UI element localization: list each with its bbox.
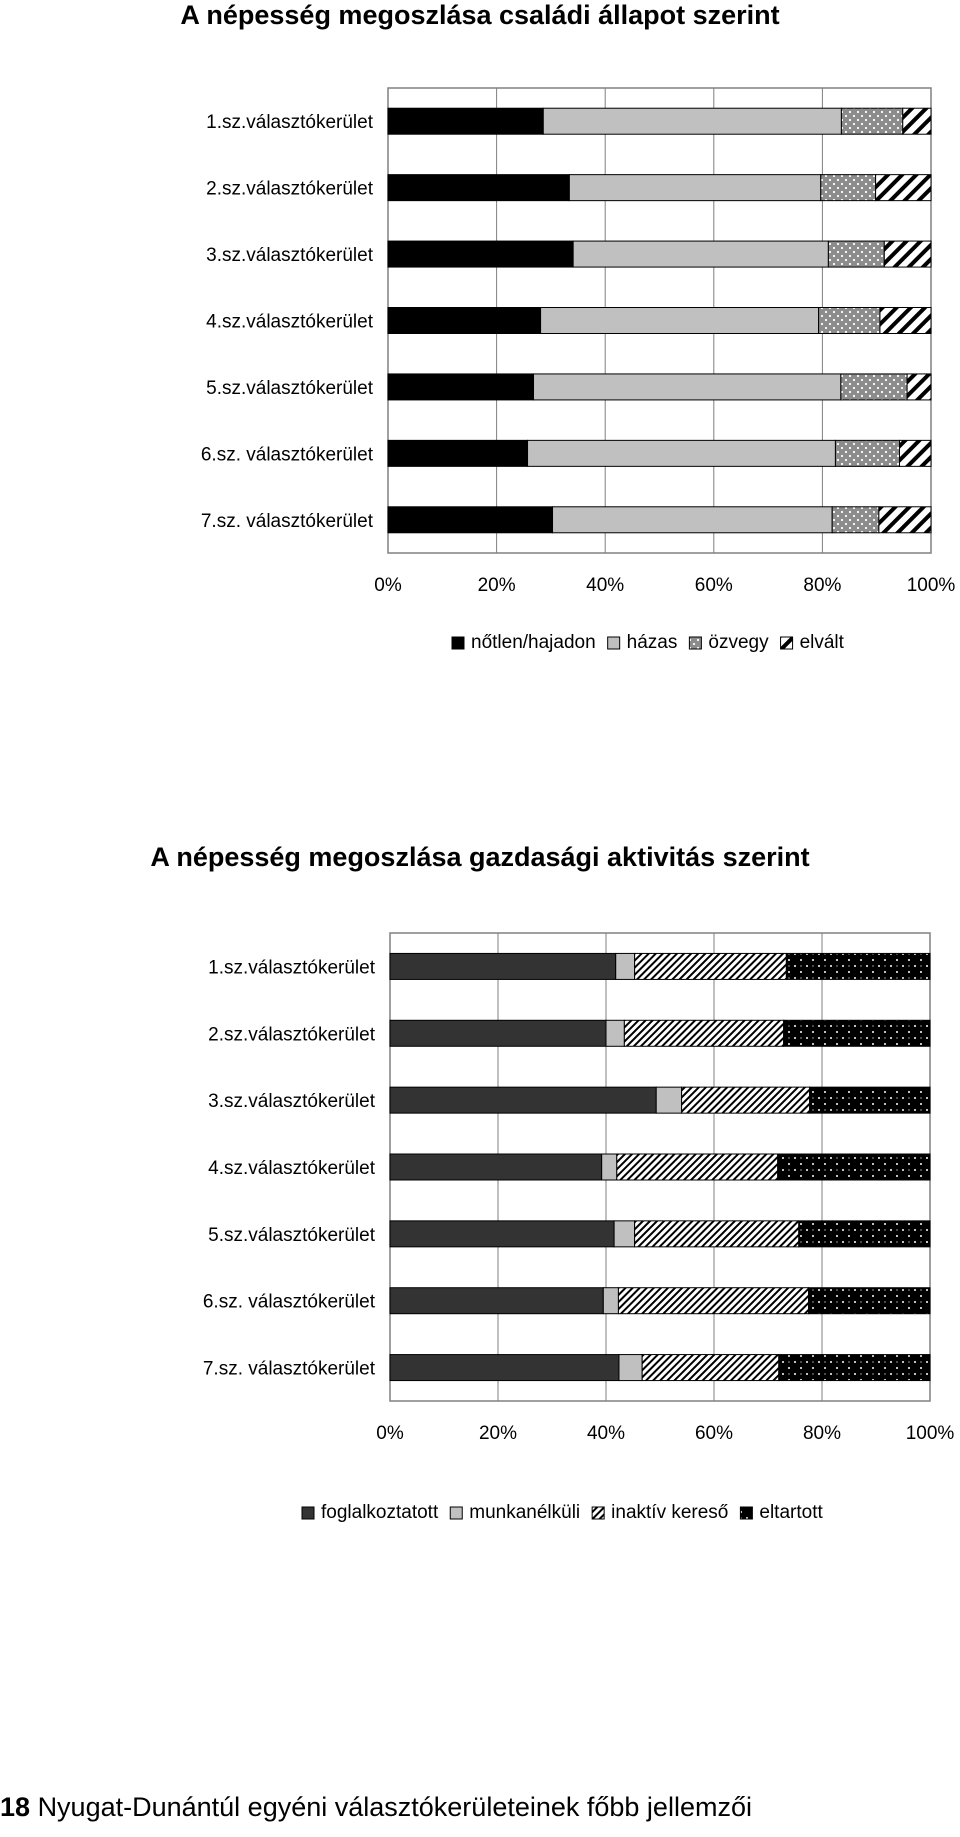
- bar-segment: [606, 1020, 624, 1046]
- chart2-title: A népesség megoszlása gazdasági aktivitás szerint: [150, 842, 810, 872]
- x-tick-label: 100%: [905, 1423, 955, 1444]
- bar-segment: [388, 507, 553, 533]
- bar-segment: [528, 440, 836, 466]
- legend-label: nőtlen/hajadon: [471, 632, 596, 653]
- category-label: 5.sz.választókerület: [208, 1224, 375, 1246]
- page-footer: [0, 1792, 960, 1823]
- footer-text: Nyugat-Dunántúl egyéni választókerületeinek főbb jellemzői: [37, 1792, 752, 1822]
- chart2-economic-activity: [0, 915, 960, 1535]
- bar-segment: [388, 241, 573, 267]
- bar-segment: [388, 440, 528, 466]
- bar-segment: [388, 175, 569, 201]
- bar-segment: [809, 1288, 931, 1314]
- x-tick-label: 80%: [802, 1423, 842, 1444]
- bar-segment: [390, 953, 616, 979]
- bar-segment: [390, 1087, 656, 1113]
- category-label: 4.sz.választókerület: [206, 311, 373, 333]
- bar-segment: [553, 507, 833, 533]
- x-tick-label: 0%: [376, 1423, 404, 1444]
- bar-segment: [635, 1221, 799, 1247]
- legend-label: eltartott: [759, 1502, 823, 1523]
- category-label: 6.sz. választókerület: [200, 444, 373, 466]
- legend-label: foglalkoztatott: [321, 1502, 439, 1523]
- bar-segment: [778, 1154, 930, 1180]
- bar-segment: [616, 953, 635, 979]
- x-tick-label: 100%: [906, 575, 956, 596]
- bar-segment: [841, 374, 907, 400]
- bar-segment: [841, 108, 902, 134]
- bar-segment: [819, 308, 880, 334]
- bar-segment: [880, 308, 931, 334]
- category-label: 1.sz.választókerület: [208, 957, 375, 979]
- x-tick-label: 20%: [477, 575, 516, 596]
- category-label: 4.sz.választókerület: [208, 1158, 375, 1179]
- bar-segment: [832, 507, 879, 533]
- bar-segment: [543, 108, 841, 134]
- bar-segment: [569, 175, 820, 201]
- legend-label: házas: [626, 632, 678, 653]
- bar-segment: [388, 108, 543, 134]
- legend-label: elvált: [799, 632, 844, 653]
- legend-swatch: [452, 637, 464, 649]
- bar-segment: [682, 1087, 810, 1113]
- legend-swatch: [781, 637, 793, 649]
- x-tick-label: 80%: [803, 575, 842, 596]
- category-label: 3.sz.választókerület: [206, 245, 373, 267]
- bar-segment: [656, 1087, 681, 1113]
- bar-segment: [602, 1154, 617, 1180]
- bar-segment: [635, 953, 787, 979]
- bar-segment: [573, 241, 828, 267]
- legend-swatch: [450, 1507, 462, 1519]
- page-number: 18: [0, 1792, 31, 1822]
- legend-swatch: [592, 1507, 604, 1519]
- x-tick-label: 20%: [478, 1423, 518, 1444]
- bar-segment: [642, 1355, 779, 1381]
- bar-segment: [541, 308, 819, 334]
- legend-swatch: [740, 1507, 752, 1519]
- legend-label: özvegy: [708, 632, 769, 653]
- bar-segment: [534, 374, 841, 400]
- bar-segment: [876, 175, 931, 201]
- legend-swatch: [302, 1507, 314, 1519]
- bar-segment: [835, 440, 899, 466]
- category-label: 7.sz. választókerület: [202, 1358, 375, 1380]
- legend-label: inaktív kereső: [611, 1502, 729, 1523]
- x-tick-label: 0%: [374, 575, 402, 596]
- bar-segment: [779, 1355, 930, 1381]
- bar-segment: [879, 507, 931, 533]
- bar-segment: [388, 374, 534, 400]
- bar-segment: [799, 1221, 930, 1247]
- bar-segment: [624, 1020, 783, 1046]
- bar-segment: [617, 1154, 778, 1180]
- chart1-marital-status: [0, 70, 960, 670]
- category-label: 1.sz.választókerület: [206, 112, 373, 134]
- bar-segment: [784, 1020, 930, 1046]
- legend-swatch: [689, 637, 701, 649]
- bar-segment: [388, 308, 541, 334]
- bar-segment: [603, 1288, 618, 1314]
- legend-label: munkanélküli: [469, 1502, 581, 1523]
- category-label: 3.sz.választókerület: [208, 1091, 375, 1113]
- category-label: 6.sz. választókerület: [202, 1291, 375, 1313]
- bar-segment: [907, 374, 931, 400]
- bar-segment: [786, 953, 930, 979]
- bar-segment: [390, 1355, 619, 1381]
- chart1-title: A népesség megoszlása családi állapot szerint: [180, 0, 780, 30]
- bar-segment: [390, 1020, 606, 1046]
- category-label: 2.sz.választókerület: [206, 178, 373, 200]
- x-tick-label: 60%: [694, 575, 733, 596]
- bar-segment: [390, 1288, 603, 1314]
- legend-swatch: [608, 637, 620, 649]
- bar-segment: [903, 108, 931, 134]
- bar-segment: [614, 1221, 635, 1247]
- bar-segment: [390, 1221, 614, 1247]
- bar-segment: [810, 1087, 930, 1113]
- bar-segment: [884, 241, 931, 267]
- x-tick-label: 60%: [694, 1423, 734, 1444]
- x-tick-label: 40%: [586, 1423, 626, 1444]
- category-label: 7.sz. választókerület: [200, 510, 373, 532]
- category-label: 5.sz.választókerület: [206, 377, 373, 399]
- bar-segment: [821, 175, 876, 201]
- category-label: 2.sz.választókerület: [208, 1024, 375, 1046]
- x-tick-label: 40%: [586, 575, 625, 596]
- bar-segment: [619, 1355, 642, 1381]
- bar-segment: [390, 1154, 602, 1180]
- bar-segment: [828, 241, 884, 267]
- bar-segment: [618, 1288, 808, 1314]
- bar-segment: [900, 440, 931, 466]
